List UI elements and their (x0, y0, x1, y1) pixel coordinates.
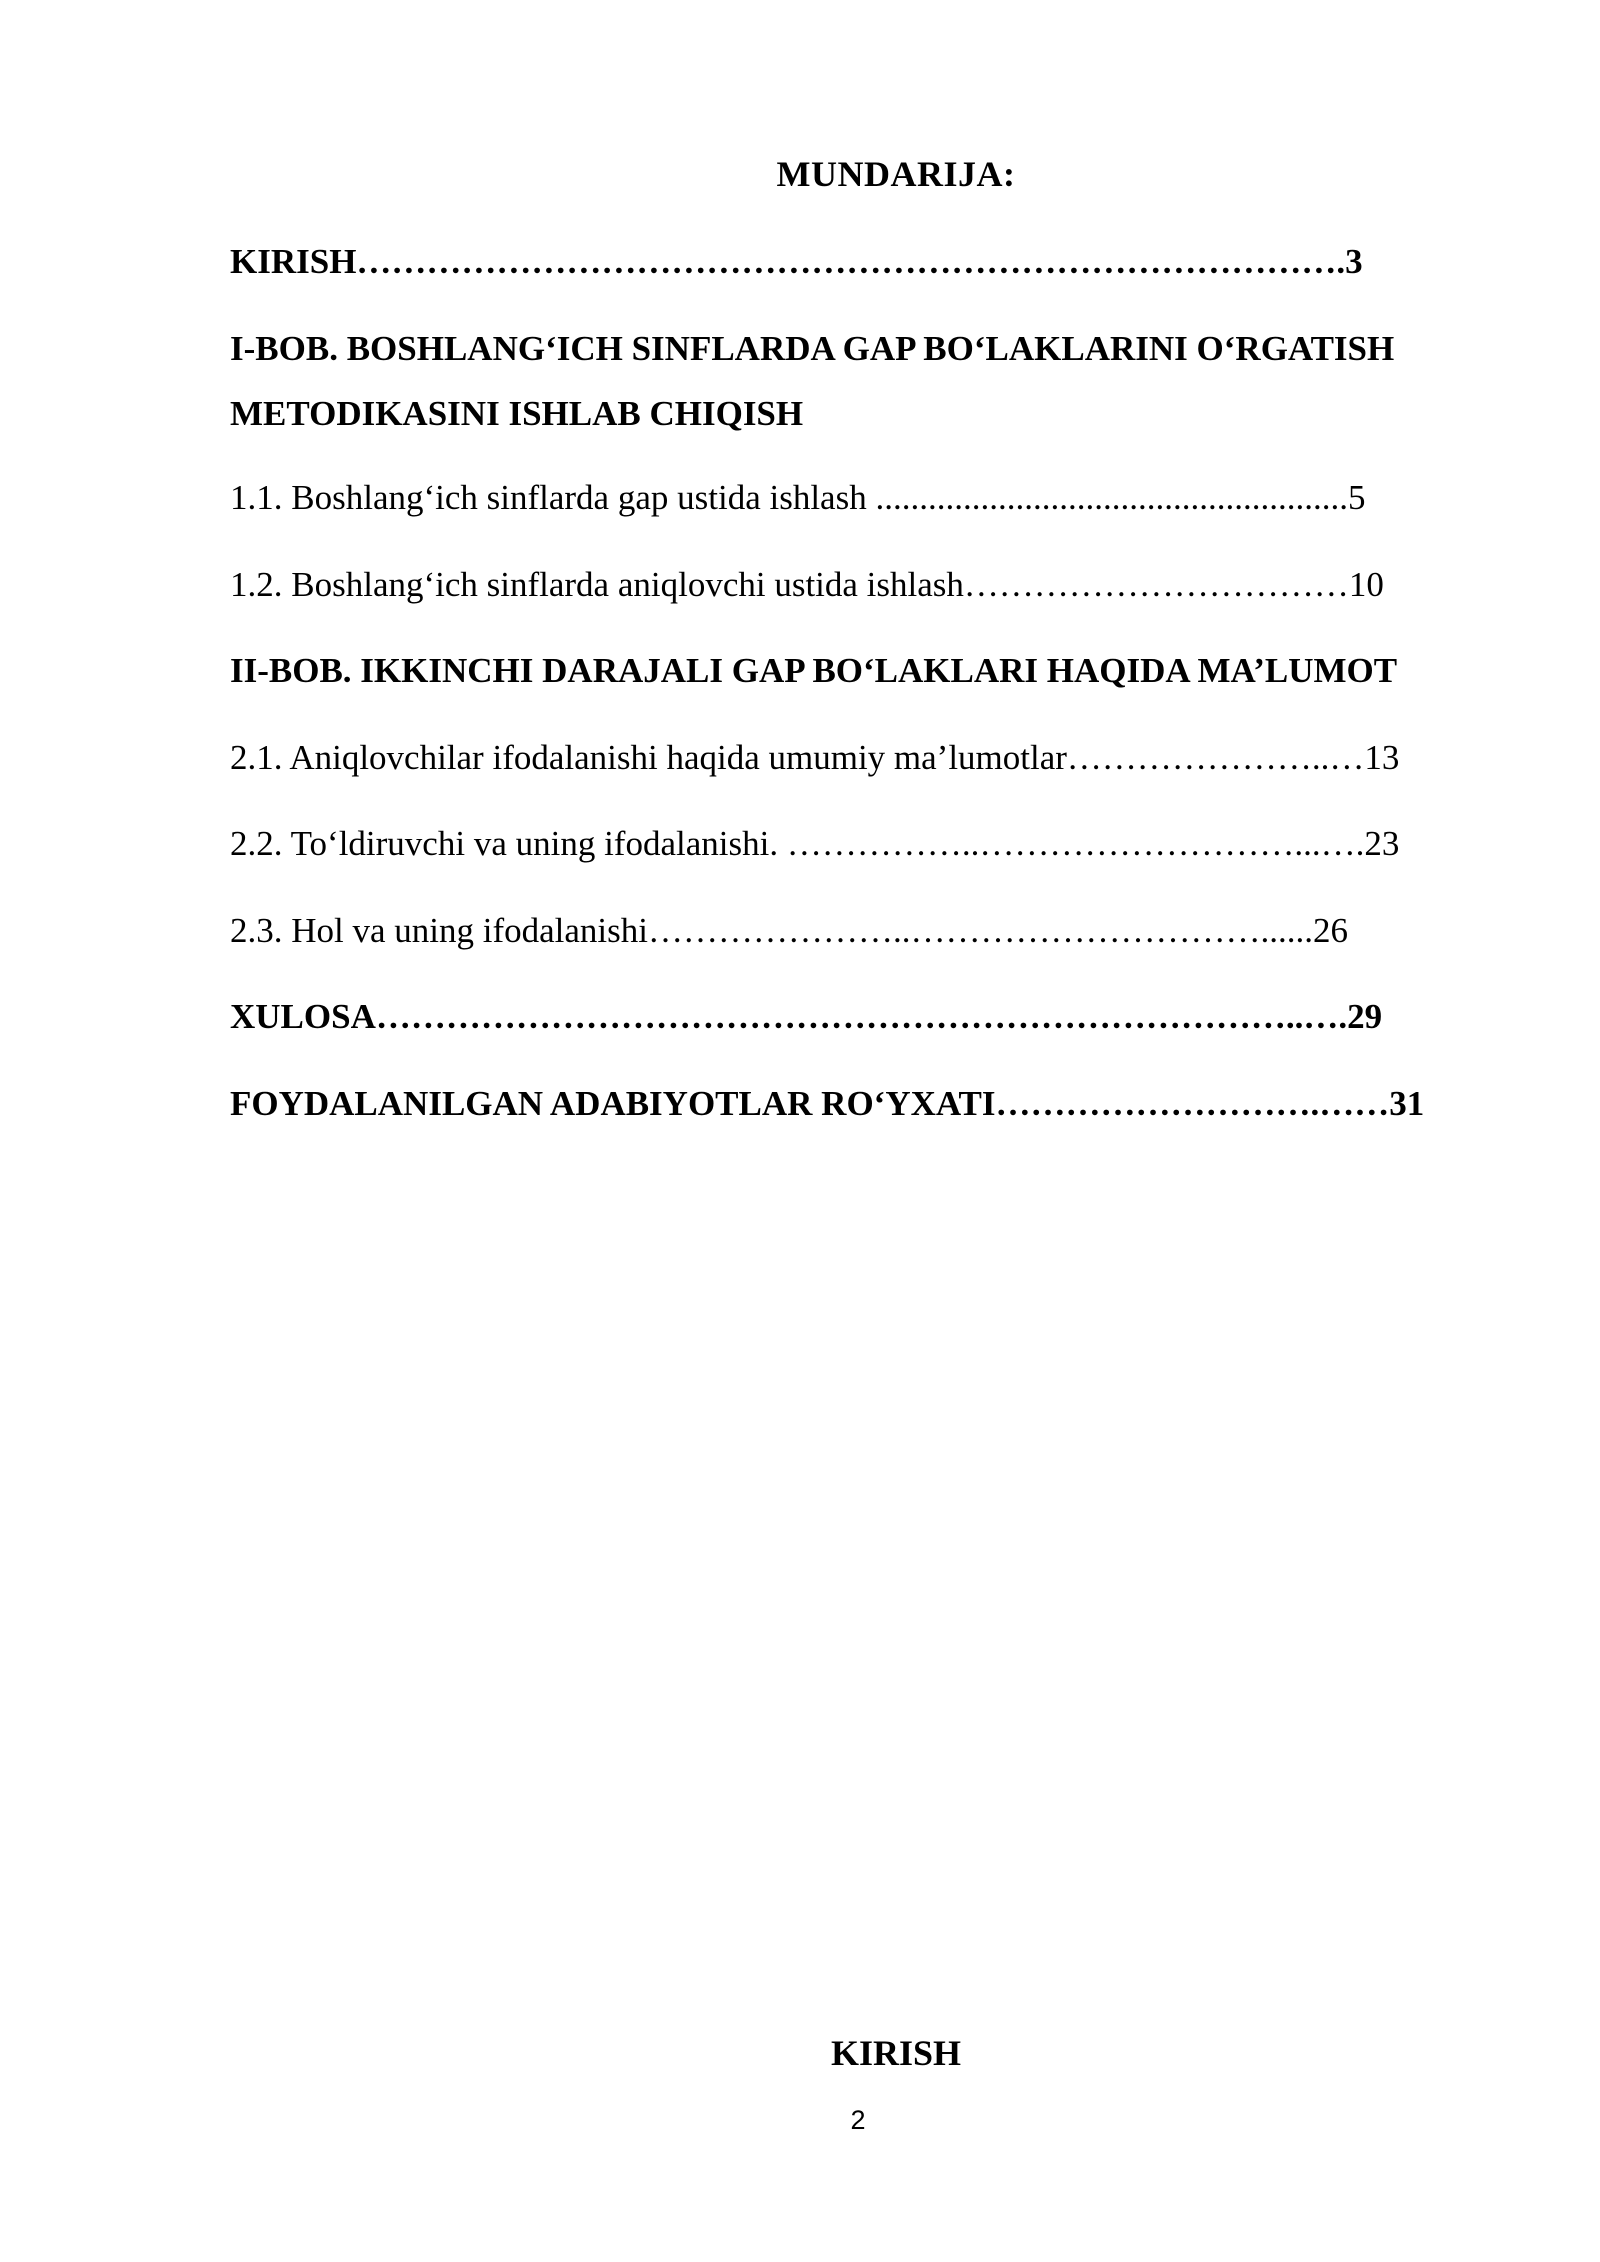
toc-entry-xulosa: XULOSA……………………………………………………………………..….29 (230, 997, 1383, 1036)
toc-entry-2-2: 2.2. To‘ldiruvchi va uning ifodalanishi. ……………..………………………...….23 (230, 824, 1400, 863)
toc-entry-1-1: 1.1. Boshlang‘ich sinflarda gap ustida ishlash ......................................................5 (230, 478, 1366, 517)
toc-entry-1-2: 1.2. Boshlang‘ich sinflarda aniqlovchi ustida ishlash……………………………10 (230, 565, 1384, 604)
section-heading-kirish: KIRISH (830, 2033, 962, 2073)
toc-title: MUNDARIJA: (776, 154, 1016, 194)
toc-entry-2-1: 2.1. Aniqlovchilar ifodalanishi haqida umumiy ma’lumotlar…………………..…13 (230, 738, 1400, 777)
toc-entry-chapter-1: I-BOB. BOSHLANG‘ICH SINFLARDA GAP BO‘LAKLARINI O‘RGATISH METODIKASINI ISHLAB CHIQISH (230, 329, 1395, 433)
toc-entry-kirish: KIRISH………………………………………………………………………….3 (230, 242, 1363, 281)
page-number: 2 (850, 2105, 866, 2135)
toc-entry-2-3: 2.3. Hol va uning ifodalanishi…………………..…………………………......26 (230, 911, 1349, 950)
toc-entry-chapter-2: II-BOB. IKKINCHI DARAJALI GAP BO‘LAKLARI HAQIDA MA’LUMOT (230, 651, 1398, 690)
toc-entry-references: FOYDALANILGAN ADABIYOTLAR RO‘YXATI……………………….……31 (230, 1084, 1425, 1123)
